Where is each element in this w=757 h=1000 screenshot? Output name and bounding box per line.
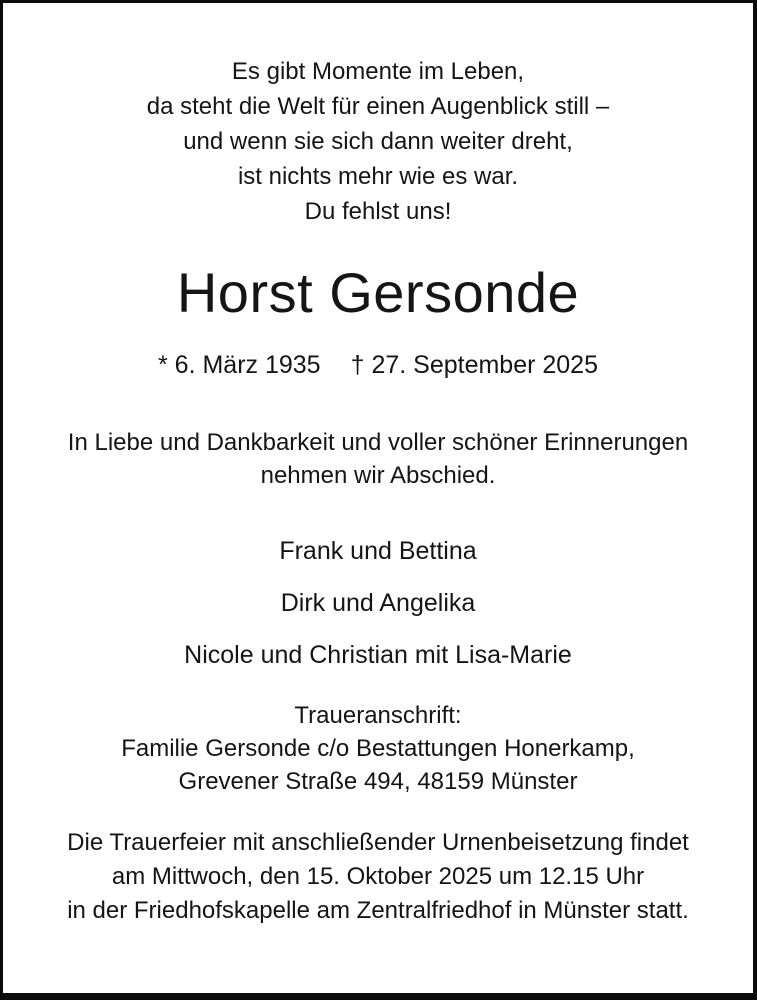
mourner-line: Dirk und Angelika <box>280 589 476 617</box>
deceased-name: Horst Gersonde <box>176 261 580 324</box>
death-date: † 27. September 2025 <box>350 351 598 379</box>
verse-line: da steht die Welt für einen Augenblick still – <box>146 93 610 120</box>
life-dates <box>3 348 753 382</box>
service-line: Die Trauerfeier mit anschließender Urnenbeisetzung findet <box>67 829 689 856</box>
opening-verse <box>3 54 753 229</box>
service-information <box>3 826 753 928</box>
verse-line: Du fehlst uns! <box>304 198 452 225</box>
mourners-list <box>3 536 753 670</box>
verse-line: Es gibt Momente im Leben, <box>231 58 525 85</box>
verse-line: und wenn sie sich dann weiter dreht, <box>183 128 573 155</box>
birth-date: * 6. März 1935 <box>158 351 321 379</box>
service-line: in der Friedhofskapelle am Zentralfriedhof in Münster statt. <box>67 897 689 924</box>
mourning-address-line: Familie Gersonde c/o Bestattungen Honerkamp, <box>121 735 635 762</box>
farewell-line: nehmen wir Abschied. <box>260 462 496 489</box>
verse-line: ist nichts mehr wie es war. <box>237 163 519 190</box>
farewell-line: In Liebe und Dankbarkeit und voller schöner Erinnerungen <box>67 429 689 456</box>
farewell-text <box>3 426 753 492</box>
mourning-address-heading: Traueranschrift: <box>294 702 462 729</box>
mourner-line: Nicole und Christian mit Lisa-Marie <box>184 641 572 669</box>
mourning-address-line: Grevener Straße 494, 48159 Münster <box>178 768 578 795</box>
mourning-address-block <box>3 699 753 798</box>
service-line: am Mittwoch, den 15. Oktober 2025 um 12.15 Uhr <box>111 863 645 890</box>
mourner-line: Frank und Bettina <box>279 537 477 565</box>
